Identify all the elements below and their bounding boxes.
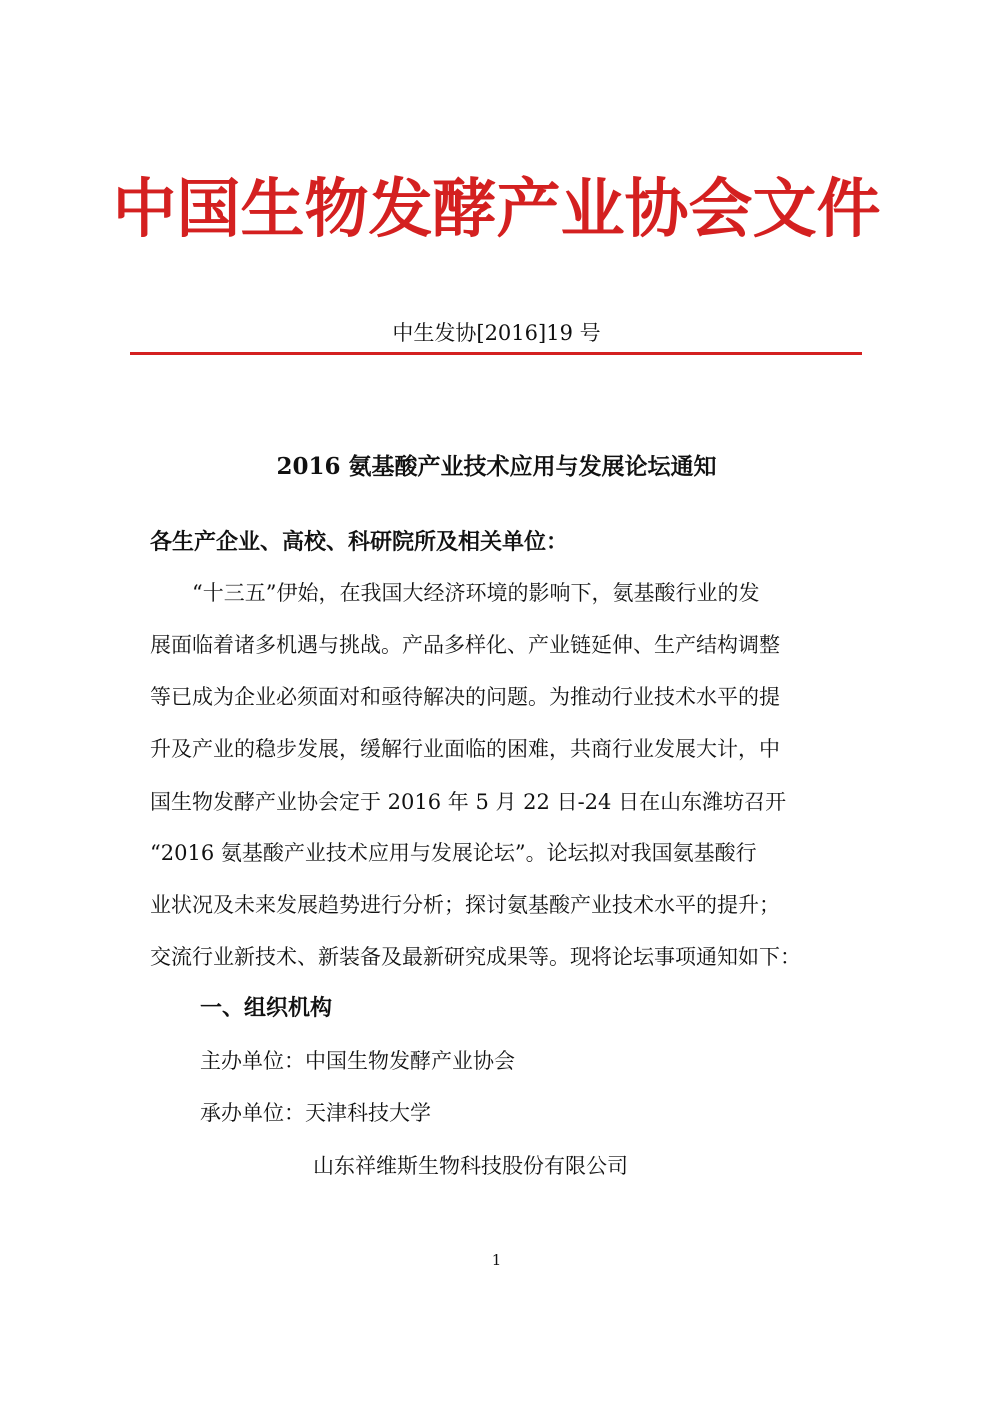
body-line: 等已成为企业必须面对和亟待解决的问题。为推动行业技术水平的提 [150,685,780,709]
body-line: 国生物发酵产业协会定于 2016 年 5 月 22 日-24 日在山东潍坊召开 [150,790,787,814]
host-organization: 主办单位：中国生物发酵产业协会 [200,1049,515,1073]
co-organizer: 山东祥维斯生物科技股份有限公司 [313,1154,628,1178]
red-divider-line [130,352,862,355]
document-number: 中生发协[2016]19 号 [392,321,601,345]
notice-title: 2016 氨基酸产业技术应用与发展论坛通知 [276,453,717,480]
body-line: “2016 氨基酸产业技术应用与发展论坛”。论坛拟对我国氨基酸行 [150,841,757,865]
body-line: 升及产业的稳步发展，缓解行业面临的困难，共商行业发展大计，中 [150,737,780,761]
organizer: 承办单位：天津科技大学 [200,1101,431,1125]
masthead-title: 中国生物发酵产业协会文件 [112,172,881,247]
body-line: “十三五”伊始，在我国大经济环境的影响下，氨基酸行业的发 [150,581,760,605]
body-line: 展面临着诸多机遇与挑战。产品多样化、产业链延伸、生产结构调整 [150,633,780,657]
body-line: 业状况及未来发展趋势进行分析；探讨氨基酸产业技术水平的提升； [150,893,780,917]
salutation: 各生产企业、高校、科研院所及相关单位： [150,530,569,555]
body-line: 交流行业新技术、新装备及最新研究成果等。现将论坛事项通知如下： [150,945,801,969]
page-number: 1 [491,1251,502,1269]
section-heading-organization: 一、组织机构 [200,996,333,1021]
